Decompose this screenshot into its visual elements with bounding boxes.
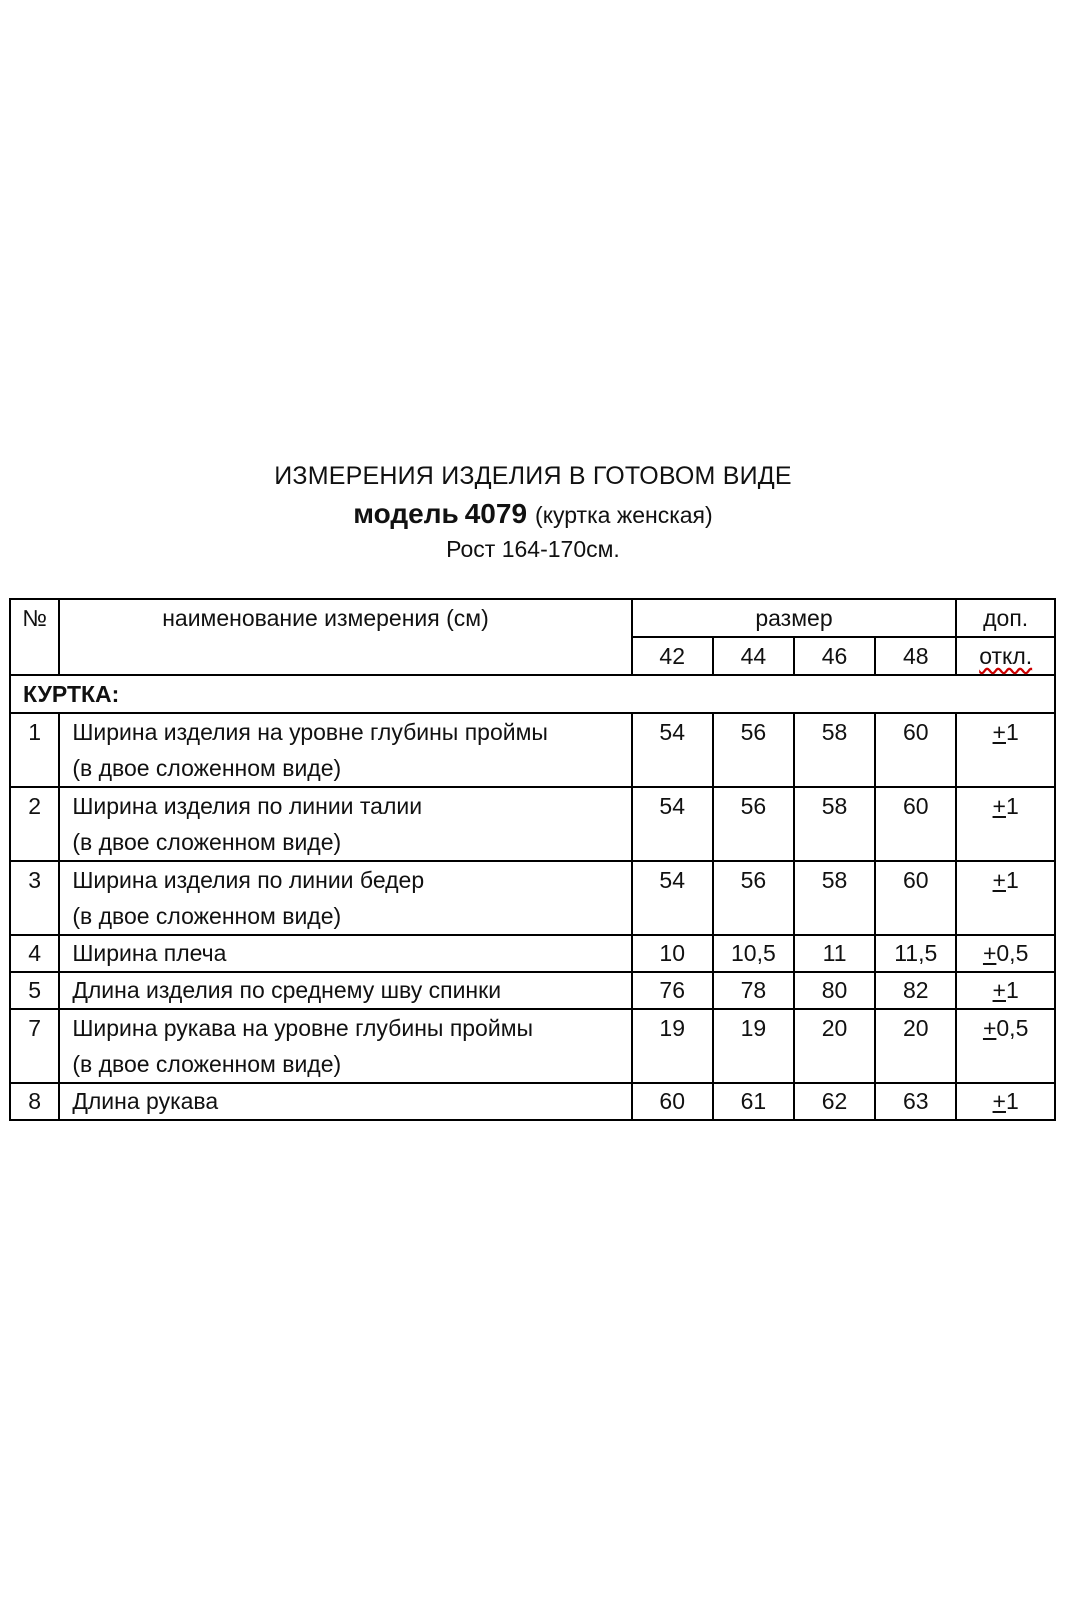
- size-value: 20: [794, 1009, 875, 1083]
- tolerance-amount: 0,5: [996, 1015, 1029, 1041]
- tolerance-amount: 1: [1005, 793, 1019, 819]
- plus-minus-sign: +: [992, 719, 1006, 745]
- measurement-name: Длина изделия по среднему шву спинки: [72, 977, 502, 1003]
- measurement-name: Ширина рукава на уровне глубины проймы: [72, 1015, 534, 1041]
- tolerance-value: [956, 1083, 1055, 1120]
- tolerance-amount: 0,5: [996, 940, 1029, 966]
- tolerance-value: [956, 1009, 1055, 1083]
- header-size-46: 46: [794, 637, 875, 675]
- section-row: [10, 675, 1055, 713]
- size-value: 19: [632, 1009, 713, 1083]
- table-body: [10, 713, 1055, 1120]
- table-row: [10, 972, 1055, 1009]
- measurement-name: Ширина изделия на уровне глубины проймы: [72, 719, 548, 745]
- table-row: [10, 1083, 1055, 1120]
- table-row: [10, 1009, 1055, 1083]
- row-number: 3: [10, 861, 59, 935]
- plus-minus-sign: +: [992, 1088, 1006, 1114]
- size-value: 10: [632, 935, 713, 972]
- section-title: КУРТКА:: [10, 675, 1055, 713]
- size-value: 58: [794, 787, 875, 861]
- measurement-name: Ширина изделия по линии бедер: [72, 867, 425, 893]
- measurement-note: (в двое сложенном виде): [72, 755, 342, 781]
- size-value: 60: [632, 1083, 713, 1120]
- plus-minus-sign: +: [982, 1015, 997, 1041]
- tolerance-value: [956, 972, 1055, 1009]
- table-row: [10, 935, 1055, 972]
- row-number: 4: [10, 935, 59, 972]
- size-value: 78: [713, 972, 794, 1009]
- measurement-name: Длина рукава: [72, 1088, 219, 1114]
- row-measurement-name: [59, 787, 631, 861]
- header-size: размер: [632, 599, 957, 637]
- measurement-note: (в двое сложенном виде): [72, 903, 342, 929]
- size-value: 58: [794, 861, 875, 935]
- row-measurement-name: [59, 935, 631, 972]
- row-number: 8: [10, 1083, 59, 1120]
- model-kind: (куртка женская): [535, 502, 713, 528]
- size-value: 60: [875, 861, 956, 935]
- tolerance-amount: 1: [1005, 719, 1019, 745]
- plus-minus-sign: +: [992, 977, 1006, 1003]
- document-title: ИЗМЕРЕНИЯ ИЗДЕЛИЯ В ГОТОВОМ ВИДЕ: [274, 462, 792, 490]
- tolerance-value: [956, 861, 1055, 935]
- row-number: 7: [10, 1009, 59, 1083]
- tolerance-amount: 1: [1005, 867, 1019, 893]
- row-number: 1: [10, 713, 59, 787]
- measurement-note: (в двое сложенном виде): [72, 1051, 342, 1077]
- model-label: модель: [353, 498, 459, 529]
- header-measurement-name: наименование измерения (см): [59, 599, 631, 675]
- size-value: 19: [713, 1009, 794, 1083]
- measurement-name: Ширина плеча: [72, 940, 227, 966]
- plus-minus-sign: +: [992, 867, 1006, 893]
- size-value: 82: [875, 972, 956, 1009]
- row-measurement-name: [59, 972, 631, 1009]
- plus-minus-sign: +: [992, 793, 1006, 819]
- height-range: Рост 164-170см.: [446, 536, 620, 562]
- size-value: 80: [794, 972, 875, 1009]
- row-measurement-name: [59, 713, 631, 787]
- row-measurement-name: [59, 1083, 631, 1120]
- size-value: 54: [632, 861, 713, 935]
- size-value: 11: [794, 935, 875, 972]
- header-number: №: [10, 599, 59, 675]
- size-value: 56: [713, 787, 794, 861]
- header-size-44: 44: [713, 637, 794, 675]
- table-row: [10, 861, 1055, 935]
- size-value: 76: [632, 972, 713, 1009]
- header-size-48: 48: [875, 637, 956, 675]
- header-tolerance-1: доп.: [956, 599, 1055, 637]
- size-value: 60: [875, 713, 956, 787]
- header-size-42: 42: [632, 637, 713, 675]
- row-number: 5: [10, 972, 59, 1009]
- table-row: [10, 787, 1055, 861]
- size-value: 10,5: [713, 935, 794, 972]
- tolerance-value: [956, 713, 1055, 787]
- measurement-name: Ширина изделия по линии талии: [72, 793, 423, 819]
- table-row: [10, 713, 1055, 787]
- model-line: [0, 498, 1066, 530]
- measurement-note: (в двое сложенном виде): [72, 829, 342, 855]
- tolerance-value: [956, 935, 1055, 972]
- table-header-row: [10, 599, 1055, 637]
- size-value: 61: [713, 1083, 794, 1120]
- size-value: 56: [713, 861, 794, 935]
- row-number: 2: [10, 787, 59, 861]
- size-value: 11,5: [875, 935, 956, 972]
- size-value: 20: [875, 1009, 956, 1083]
- tolerance-amount: 1: [1005, 1088, 1019, 1114]
- size-value: 56: [713, 713, 794, 787]
- model-number: 4079: [464, 498, 528, 529]
- size-value: 54: [632, 713, 713, 787]
- size-value: 58: [794, 713, 875, 787]
- tolerance-abbrev: откл.: [979, 643, 1033, 669]
- size-value: 60: [875, 787, 956, 861]
- plus-minus-sign: +: [982, 940, 997, 966]
- measurements-table: [9, 598, 1056, 1121]
- tolerance-value: [956, 787, 1055, 861]
- row-measurement-name: [59, 1009, 631, 1083]
- header-tolerance-2: [956, 637, 1055, 675]
- size-value: 54: [632, 787, 713, 861]
- row-measurement-name: [59, 861, 631, 935]
- tolerance-amount: 1: [1005, 977, 1019, 1003]
- size-value: 62: [794, 1083, 875, 1120]
- size-value: 63: [875, 1083, 956, 1120]
